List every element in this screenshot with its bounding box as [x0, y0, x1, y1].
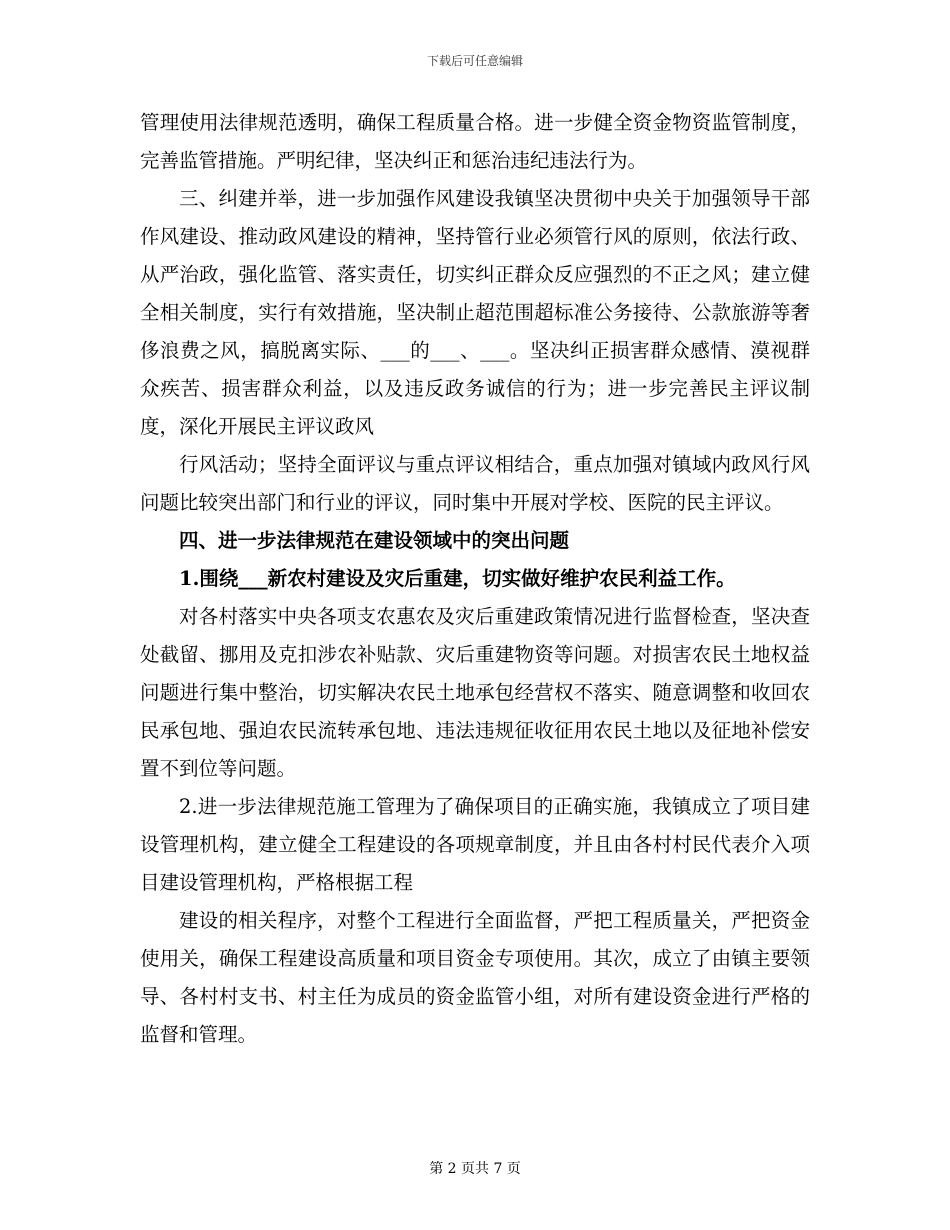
- paragraph-5: 2.进一步法律规范施工管理为了确保项目的正确实施，我镇成立了项目建设管理机构，建立健全工程建设的各项规章制度，并且由各村村民代表介入项目建设管理机构，严格根据工程: [140, 795, 810, 894]
- subsection-heading: 1.围绕___新农村建设及灾后重建，切实做好维护农民利益工作。: [179, 567, 736, 590]
- page-header: 下载后可任意编辑: [426, 54, 523, 68]
- section-heading: 四、进一步法律规范在建设领域中的突出问题: [179, 529, 570, 552]
- paragraph-4: 对各村落实中央各项支农惠农及灾后重建政策情况进行监督检查，坚决查处截留、挪用及克扣涉农补贴款、灾后重建物资等问题。对损害农民土地权益问题进行集中整治，切实解决农民土地承包经营权不落实、随意调整和收回农民承包地、强迫农民流转承包地、违法违规征收征用农民土地以及征地补偿安置不到位等问题。: [140, 605, 810, 780]
- paragraph-2: 三、纠建并举，进一步加强作风建设我镇坚决贯彻中央关于加强领导干部作风建设、推动政风建设的精神，坚持管行业必须管行风的原则，依法行政、从严治政，强化监管、落实责任，切实纠正群众反应强烈的不正之风；建立健全相关制度，实行有效措施，坚决制止超范围超标准公务接待、公款旅游等奢侈浪费之风，搞脱离实际、___的___、___。坚决纠正损害群众感情、漠视群众疾苦、损害群众利益，以及违反政务诚信的行为；进一步完善民主评议制度，深化开展民主评议政风: [140, 187, 810, 438]
- paragraph-6: 建设的相关程序，对整个工程进行全面监督，严把工程质量关，严把资金使用关，确保工程建设高质量和项目资金专项使用。其次，成立了由镇主要领导、各村村支书、村主任为成员的资金监管小组，对所有建设资金进行严格的监督和管理。: [140, 909, 810, 1046]
- document-body: [140, 104, 810, 1054]
- paragraph-3: 行风活动；坚持全面评议与重点评议相结合，重点加强对镇域内政风行风问题比较突出部门和行业的评议，同时集中开展对学校、医院的民主评议。: [140, 453, 810, 514]
- page-footer: 第 2 页共 7 页: [429, 1161, 521, 1177]
- paragraph-1: 管理使用法律规范透明，确保工程质量合格。进一步健全资金物资监管制度，完善监管措施。严明纪律，坚决纠正和惩治违纪违法行为。: [140, 111, 810, 172]
